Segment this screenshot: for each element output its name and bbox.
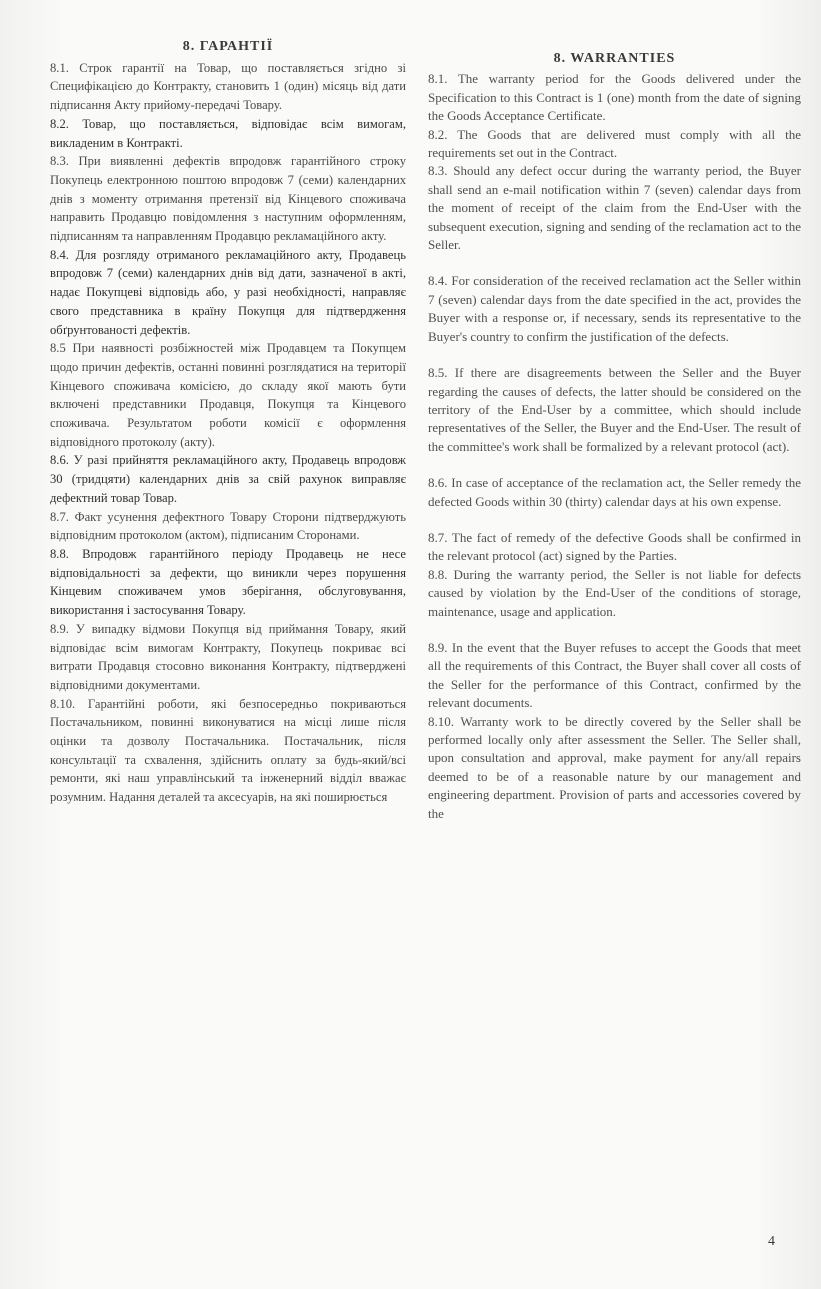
uk-clause-8-8: 8.8. Впродовж гарантійного періоду Продавець не несе відповідальності за дефекти, що виникли через порушення Кінцевим споживачем умов зберігання, обслуговування, використання і застосування Товару. [50,546,406,618]
uk-clause-8-1: 8.1. Строк гарантії на Товар, що поставляється згідно зі Специфікацією до Контракту, становить 1 (один) місяць від дати підписання Акту прийому-передачі Товару. [50,60,406,113]
english-heading: 8. WARRANTIES [553,51,676,66]
en-clause-8-8: 8.8. During the warranty period, the Seller is not liable for defects caused by violation by the End-User of the conditions of storage, maintenance, usage and application. [428,566,801,619]
uk-clause-8-2: 8.2. Товар, що поставляється, відповідає всім вимогам, викладеним в Контракті. [50,116,406,150]
en-clause-8-4: 8.4. For consideration of the received reclamation act the Seller within 7 (seven) calendar days from the date specified in the act, provides the Buyer with a response or, if necessary, sends its representative to the Buyer's country to confirm the justification of the defects. [428,273,801,344]
en-clause-8-10: 8.10. Warranty work to be directly covered by the Seller shall be performed locally only after assessment the Seller. The Seller shall, upon consultation and approval, make payment for any/all repairs deemed to be of a reasonable nature by our management and engineering department. Provision of parts and accessories covered by the [428,713,801,821]
en-clause-8-2: 8.2. The Goods that are delivered must comply with all the requirements set out in the Contract. [428,126,801,161]
uk-clause-8-4: 8.4. Для розгляду отриманого рекламаційного акту, Продавець впродовж 7 (семи) календарних днів від дати, зазначеної в акті, надає Покупцеві відповідь або, у разі необхідності, направляє свого представника в країну Покупця для підтвердження обґрунтованості дефектів. [50,247,406,337]
en-clause-8-6: 8.6. In case of acceptance of the reclamation act, the Seller remedy the defected Goods within 30 (thirty) calendar days at his own expense. [428,475,801,509]
uk-clause-8-7: 8.7. Факт усунення дефектного Товару Сторони підтверджують відповідним протоколом (актом), підписаним Сторонами. [50,509,406,543]
uk-clause-8-6: 8.6. У разі прийняття рекламаційного акту, Продавець впродовж 30 (тридцяти) календарних днів за свій рахунок виправляє дефектний товар Товар. [50,453,406,505]
uk-clause-8-9: 8.9. У випадку відмови Покупця від приймання Товару, який відповідає всім вимогам Контракту, Покупець покриває всі витрати Продавця стосовно виконання Контракту, підтверджені відповідними документами. [50,621,406,692]
ukrainian-column [50,38,406,807]
en-clause-8-1: 8.1. The warranty period for the Goods delivered under the Specification to this Contract is 1 (one) month from the date of signing the Goods Acceptance Certificate. [428,71,801,124]
uk-clause-8-10: 8.10. Гарантійні роботи, які безпосередньо покриваються Постачальником, повинні виконуватися на місці лише після оцінки та дозволу Постачальника. Постачальник, після консультації та схвалення, здійснить оплату за будь-який/всі ремонти, які наш управлінський та інженерний відділ вважає розумним. Надання деталей та аксесуарів, на які поширюється [50,696,406,805]
page-number: 4 [768,1234,775,1249]
en-clause-8-7: 8.7. The fact of remedy of the defective Goods shall be confirmed in the relevant protocol (act) signed by the Parties. [428,529,801,564]
en-clause-8-9: 8.9. In the event that the Buyer refuses to accept the Goods that meet all the requirements of this Contract, the Buyer shall cover all costs of the Seller for the performance of this Contract, confirmed by the relevant documents. [428,639,801,711]
ukrainian-heading: 8. ГАРАНТІЇ [182,39,274,54]
uk-clause-8-5: 8.5 При наявності розбіжностей між Продавцем та Покупцем щодо причин дефектів, останні повинні розглядатися на території Кінцевого споживача комісією, до складу якої мають бути включені представники Продавця, Покупця та Кінцевого споживача. Результатом роботи комісії є оформлення відповідного протоколу (акту). [50,341,406,449]
en-clause-8-3: 8.3. Should any defect occur during the warranty period, the Buyer shall send an e-mail notification within 7 (seven) calendar days from the moment of receipt of the claim from the End-User with the subsequent execution, signing and sending of the reclamation act to the Seller. [428,163,801,253]
english-column [428,50,801,823]
en-clause-8-5: 8.5. If there are disagreements between the Seller and the Buyer regarding the causes of defects, the latter should be considered on the territory of the End-User by a committee, which should include representatives of the Seller, the Buyer and the End-User. The result of the committee's work shall be formalized by a relevant protocol (act). [428,365,801,454]
uk-clause-8-3: 8.3. При виявленні дефектів впродовж гарантійного строку Покупець електронною поштою впродовж 7 (семи) календарних днів з моменту отримання претензії від Кінцевого споживача направить Продавцю повідомлення з наступним оформленням, підписанням та направленням Продавцю рекламаційного акту. [50,154,406,244]
